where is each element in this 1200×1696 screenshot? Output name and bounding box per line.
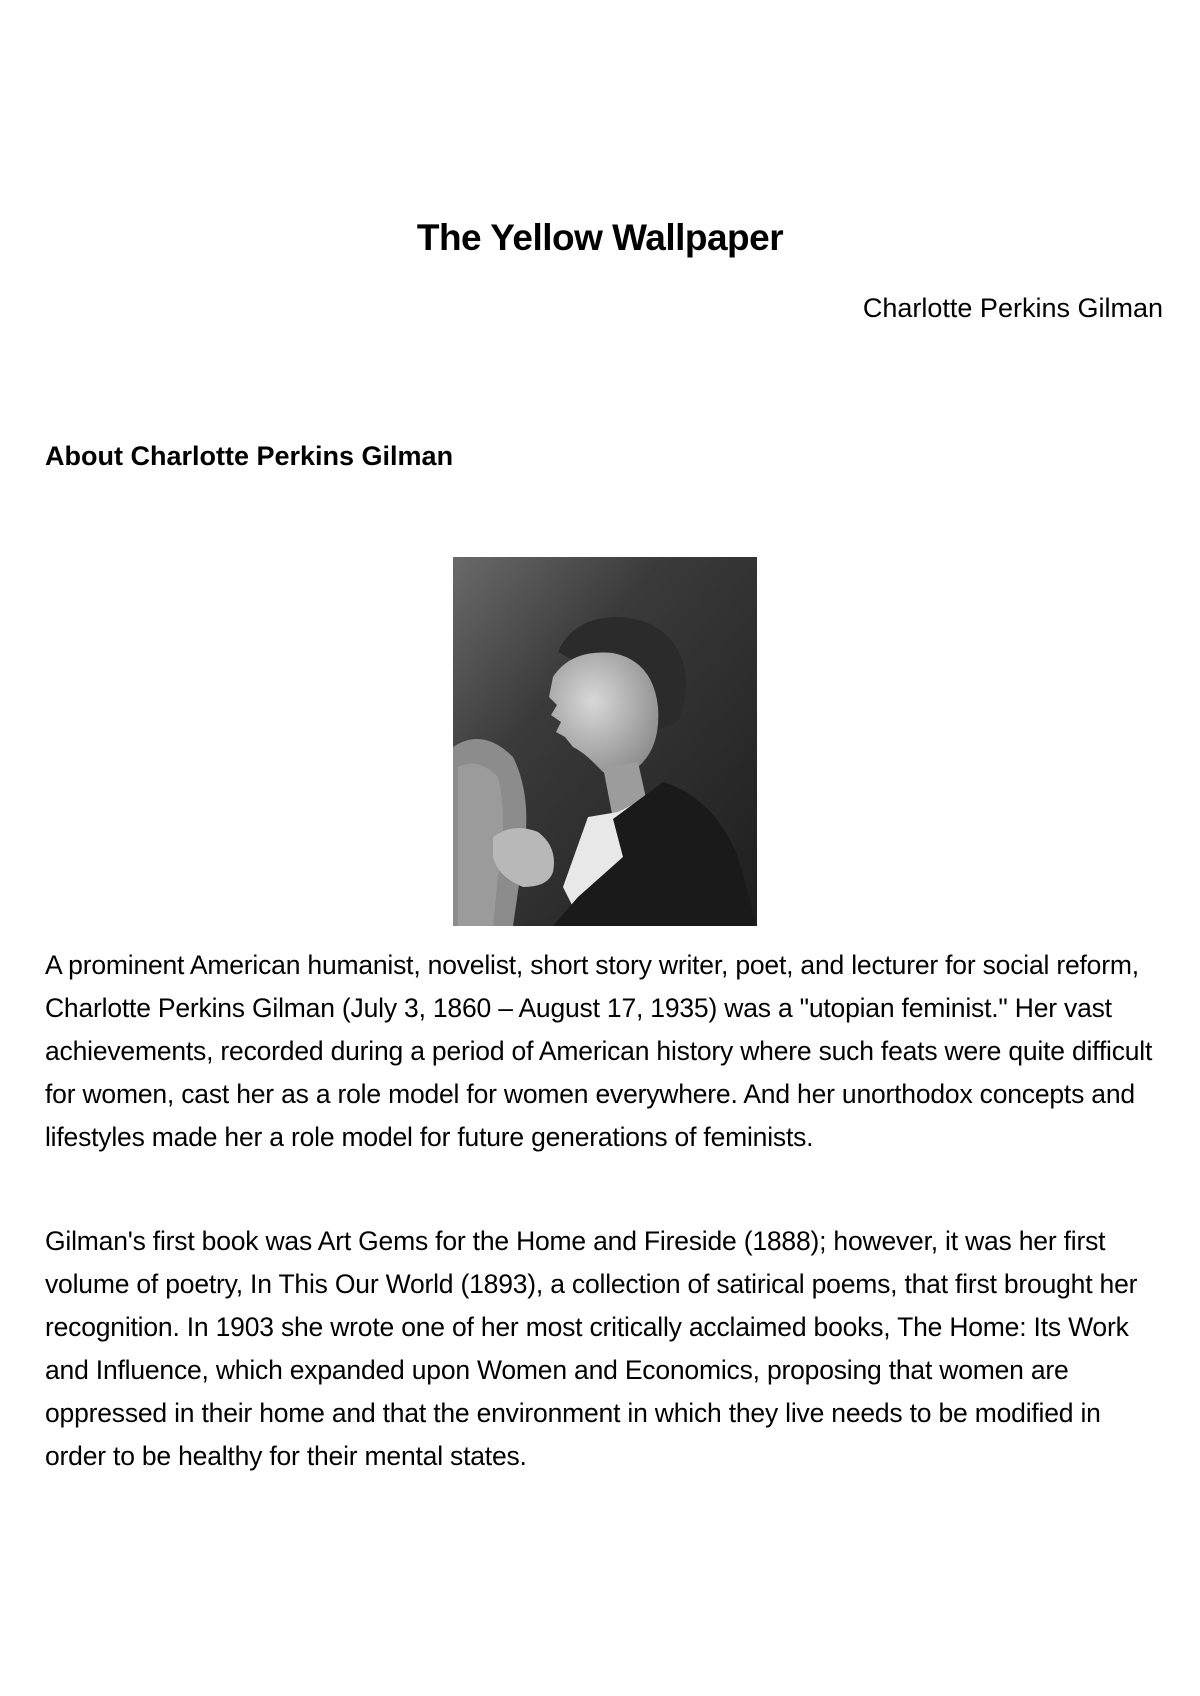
author-portrait-image xyxy=(453,557,757,926)
section-heading: About Charlotte Perkins Gilman xyxy=(45,441,454,471)
paragraph-biography-1: A prominent American humanist, novelist, short story writer, poet, and lecturer for social reform, Charlotte Perkins Gilman (July 3, 1860 – August 17, 1935) was a "utopian feminist." Her vast achievements, recorded during a period of American history where such feats were quite difficult for women, cast her as a role model for women everywhere. And her unorthodox concepts and lifestyles made her a role model for future generations of feminists. xyxy=(45,950,1153,1152)
document-title: The Yellow Wallpaper xyxy=(416,217,784,258)
author-name: Charlotte Perkins Gilman xyxy=(862,293,1163,323)
portrait-photo-icon xyxy=(453,557,757,926)
paragraph-biography-2: Gilman's first book was Art Gems for the Home and Fireside (1888); however, it was her first volume of poetry, In This Our World (1893), a collection of satirical poems, that first brought her recognition. In 1903 she wrote one of her most critically acclaimed books, The Home: Its Work and Influence, which expanded upon Women and Economics, proposing that women are oppressed in their home and that the environment in which they live needs to be modified in order to be healthy for their mental states. xyxy=(45,1226,1138,1471)
